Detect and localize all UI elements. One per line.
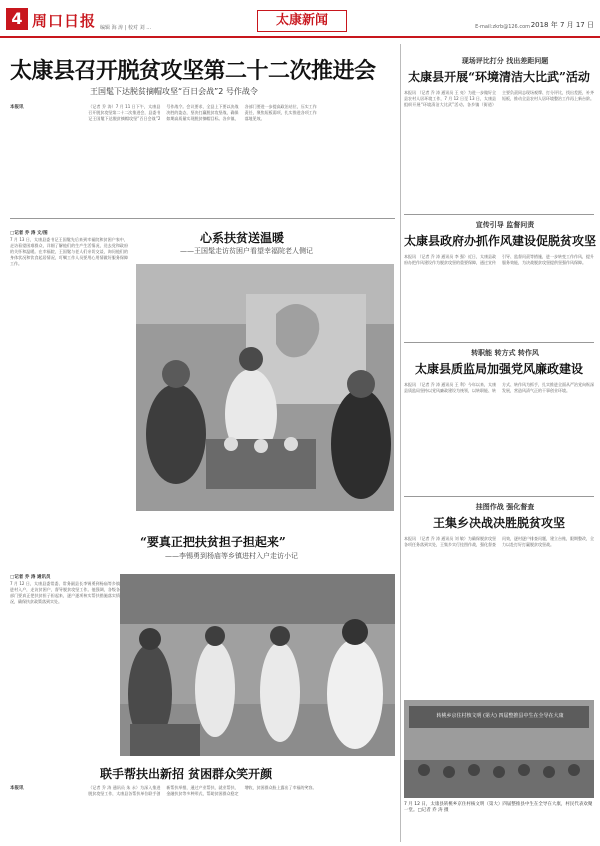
page-header bbox=[0, 0, 600, 38]
r1-kicker: 现场评比打分 找出差距问题 bbox=[461, 57, 549, 65]
story4-headline: 联手帮扶出新招 贫困群众笑开颜 bbox=[100, 767, 273, 781]
section-title: 太康新闻 bbox=[257, 10, 347, 32]
r4-body-text: 本报讯 （记者 乔 涛 通讯员 刘 敏）为确保脱贫攻坚各项任务落到实处，王集乡实行挂图作战，强化督查问效，逐村逐户排查问题，建立台账，限期整改，全力以赴打好打赢脱贫攻坚战。 bbox=[404, 536, 594, 547]
story2-byline: □记者 乔 涛 文/图 bbox=[10, 231, 48, 236]
story4-body bbox=[10, 785, 395, 843]
r2-headline: 太康县政府办抓作风建设促脱贫攻坚 bbox=[404, 234, 597, 248]
divider bbox=[404, 214, 594, 215]
main-subheadline: 王国髦下达脱贫摘帽攻坚“百日会战”2 号作战令 bbox=[90, 87, 258, 96]
story2-body-text: 7 月 13 日，太康县委书记王国髦先后来到幸福院和贫困户家中，走访看望困难群众，详细了解他们的生产生活情况，送去党和政府的关怀和温暖。在幸福院，王国髦与老人们亲切交谈，询问他们的身体状况和饮食起居情况，叮嘱工作人员要用心用情做好服务保障工作。 bbox=[10, 237, 128, 266]
column-divider bbox=[400, 44, 401, 842]
r4-headline: 王集乡决战决胜脱贫攻坚 bbox=[432, 516, 565, 530]
photo-caption: 7 月 12 日，太康县转桃乡京住村核文明（第大）四届整推县中生在全导在大康，村民代表欢聚一堂。□记者 乔 涛 摄 bbox=[404, 802, 593, 813]
divider bbox=[404, 496, 594, 497]
story3-byline: □记者 乔 涛 通讯员 bbox=[10, 575, 51, 580]
r2-kicker: 宣传引导 监督问责 bbox=[475, 221, 535, 229]
story2-subheadline: ——王国髦走访贫困户看望幸福院老人侧记 bbox=[180, 247, 313, 255]
divider bbox=[10, 218, 395, 219]
divider bbox=[404, 342, 594, 343]
r4-kicker: 挂图作战 强化督查 bbox=[475, 503, 535, 511]
r3-body-text: 本报讯 （记者 乔 涛 通讯员 王 利）今年以来，太康县质监局坚持以党风廉政建设为统领，以转职能、转方式、转作风为抓手，扎实推进全面从严治党向纵深发展，营造风清气正的干事创业环境。 bbox=[404, 382, 594, 393]
story2-body bbox=[10, 230, 128, 530]
story4-body-text: （记者 乔 涛 通讯员 朱 永）为深入推进脱贫攻坚工作，太康县各帮扶单位联手创新帮扶举措，通过产业帮扶、就业帮扶、金融扶贫等多种形式，帮助贫困群众稳定增收，贫困群众脸上露出了幸福的笑容。 bbox=[88, 785, 317, 796]
story4-byline: 本报讯 bbox=[10, 786, 24, 791]
issue-date: 2018 年 7 月 17 日 bbox=[530, 21, 594, 29]
main-headline: 太康县召开脱贫攻坚第二十二次推进会 bbox=[10, 58, 376, 84]
r3-kicker: 转职能 转方式 转作风 bbox=[471, 349, 539, 357]
main-byline: 本报讯 bbox=[10, 105, 24, 110]
r1-body-text: 本报讯 （记者 乔 涛 通讯员 王 亮）为进一步做好全县农村人居环境工作，7 月 12 日至 13 日，太康县组织开展“环境清洁大比武”活动。各乡镇（街道）主要负责同志现场观摩、打分评比，找出差距，补齐短板，推动全县农村人居环境整治工作再上新台阶。 bbox=[404, 90, 594, 107]
banner-text: 转桃乡京住村核文明 (第大) 四届整推县中生在全导在大康 bbox=[436, 713, 564, 719]
r2-body-text: 本报讯 （记者 乔 涛 通讯员 李 强）近日，太康县政府办把作风建设作为脱贫攻坚的重要保障，通过宣传引导、监督问责等措施，进一步转变工作作风，提升服务效能，为决战脱贫攻坚提供坚强作风保障。 bbox=[404, 254, 594, 265]
main-body bbox=[10, 104, 395, 214]
photo-ceremony bbox=[404, 700, 594, 798]
story3-body bbox=[10, 574, 120, 754]
story3-headline: “要真正把扶贫担子担起来” bbox=[140, 535, 286, 549]
main-body-text: （记者 乔 涛）7 月 11 日下午，太康县召开脱贫攻坚第二十二次推进会，县委书记王国髦下达脱贫摘帽攻坚“百日会战”2 号作战令。会议要求，全县上下要以决战决胜的姿态，坚决打赢脱贫攻坚战，确保如期高质量实现脱贫摘帽目标。各乡镇、各部门要进一步提高政治站位，压实工作责任，聚焦短板弱项，扎实推进各项工作落地见效。 bbox=[88, 104, 317, 121]
r1-body bbox=[404, 90, 594, 210]
photo-visit-family bbox=[136, 264, 394, 511]
photo-village-visit-image bbox=[120, 574, 395, 756]
editor-meta: 编辑 海 涛 | 校对 刘 … bbox=[100, 25, 152, 31]
r3-headline: 太康县质监局加强党风廉政建设 bbox=[414, 362, 583, 376]
photo-visit-family-image bbox=[136, 264, 394, 511]
r1-headline: 太康县开展“环境清洁大比武”活动 bbox=[408, 70, 590, 84]
story2-headline: 心系扶贫送温暖 bbox=[200, 231, 285, 245]
r2-body bbox=[404, 254, 594, 338]
page-number: 4 bbox=[6, 8, 28, 30]
photo-village-visit bbox=[120, 574, 395, 756]
r4-body bbox=[404, 536, 594, 696]
r3-body bbox=[404, 382, 594, 492]
contact-meta: E-mail:zkrb@126.com bbox=[475, 24, 530, 30]
newspaper-logo: 周口日报 bbox=[32, 12, 97, 30]
story3-body-text: 7 月 12 日，太康县委常委、常务副县长李锡勇到杨庙等乡镇进村入户，走访贫困户，督导脱贫攻坚工作。他强调，各级各部门要真正把扶贫担子担起来，逐户逐项核实帮扶措施落实情况，确保扶贫政策落到实处。 bbox=[10, 581, 120, 604]
story3-subheadline: ——李锡勇到杨庙等乡镇进村入户走访小记 bbox=[165, 552, 298, 560]
